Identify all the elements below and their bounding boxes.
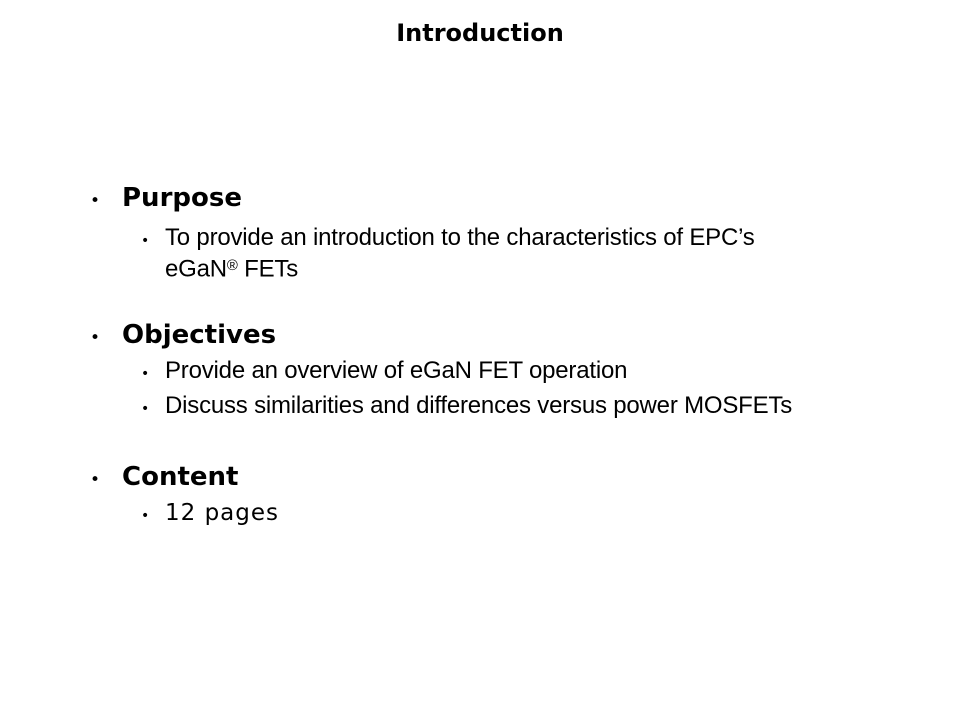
fets-text: FETs	[237, 255, 299, 283]
content-item-text: 12 pages	[165, 500, 280, 526]
objectives-item-text: Discuss similarities and differences versus power MOSFETs	[165, 392, 793, 419]
objectives-item-row	[141, 392, 792, 420]
bullet-icon: •	[141, 508, 150, 524]
purpose-item-row	[141, 224, 755, 284]
section-heading-content: Content	[122, 462, 239, 492]
purpose-item-line2	[165, 252, 755, 284]
content-item-row	[141, 499, 279, 527]
bullet-icon: •	[141, 401, 150, 417]
bullet-icon: •	[90, 470, 101, 490]
section-heading-objectives: Objectives	[122, 320, 277, 350]
section-purpose-heading-row	[90, 184, 242, 212]
section-heading-purpose: Purpose	[122, 183, 242, 213]
purpose-item-line1: To provide an introduction to the characteristics of EPC’s	[165, 224, 755, 251]
bullet-icon: •	[90, 328, 101, 348]
bullet-icon: •	[141, 233, 150, 249]
registered-trademark-symbol: ®	[226, 258, 238, 274]
section-objectives-heading-row	[90, 321, 276, 349]
bullet-icon: •	[141, 366, 150, 382]
section-content-heading-row	[90, 463, 238, 491]
objectives-item-row	[141, 357, 627, 385]
purpose-item-text	[165, 224, 755, 284]
slide-title: Introduction	[396, 19, 564, 47]
objectives-item-text: Provide an overview of eGaN FET operation	[165, 357, 628, 384]
bullet-icon: •	[90, 191, 101, 211]
egan-text: eGaN	[165, 255, 227, 283]
